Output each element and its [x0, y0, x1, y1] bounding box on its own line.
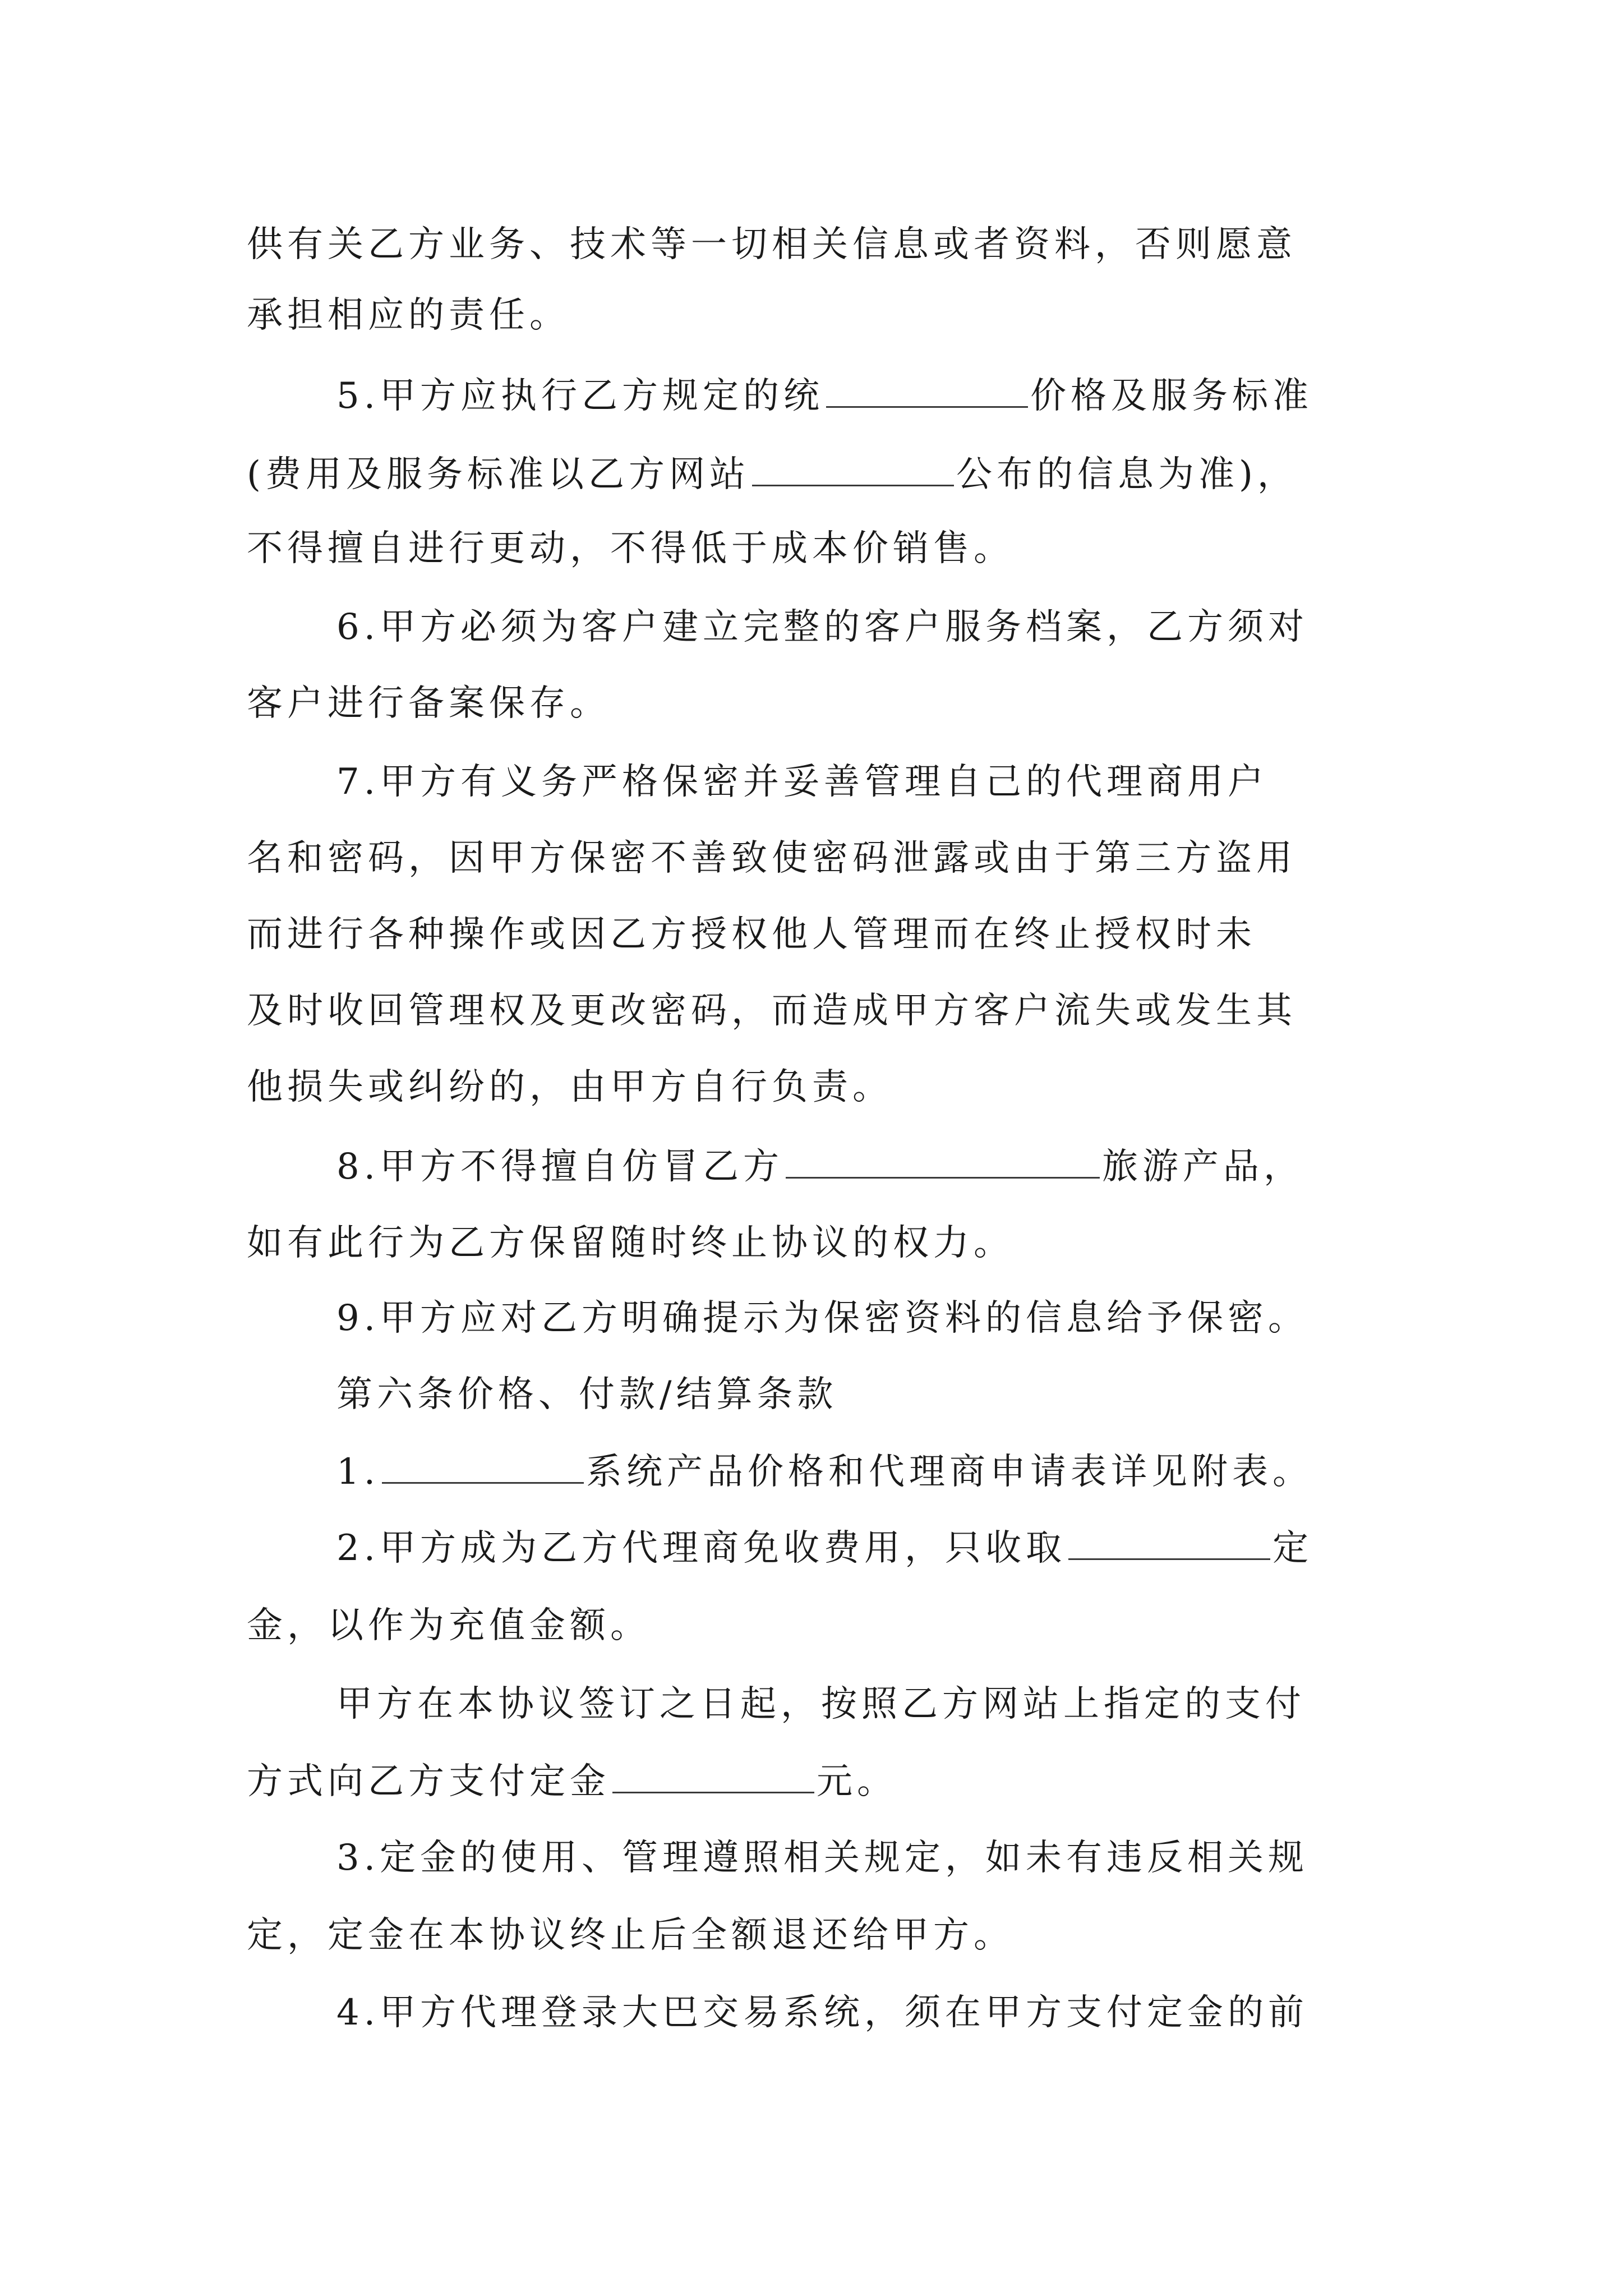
text-line: 定，定金在本协议终止后全额退还给甲方。: [247, 1915, 1014, 1956]
price-clause-text: 定: [1272, 1527, 1313, 1569]
price-clause-text: 1.: [336, 1451, 380, 1493]
deposit-line: [247, 1755, 1391, 1809]
text-line: 及时收回管理权及更改密码，而造成甲方客户流失或发生其: [247, 990, 1297, 1032]
text-line: 6.甲方必须为客户建立完整的客户服务档案，乙方须对: [336, 606, 1309, 648]
price-clause-text: 系统产品价格和代理商申请表详见附表。: [586, 1451, 1313, 1493]
text-line: 4.甲方代理登录大巴交易系统，须在甲方支付定金的前: [336, 1992, 1309, 2033]
deposit-text: 方式向乙方支付定金: [247, 1761, 610, 1802]
clause-5-text: 价格及服务标准: [1030, 375, 1313, 417]
text-line: 名和密码，因甲方保密不善致使密码泄露或由于第三方盗用: [247, 838, 1297, 879]
text-line: 3.定金的使用、管理遵照相关规定，如未有违反相关规: [336, 1837, 1309, 1879]
text-line: 而进行各种操作或因乙方授权他人管理而在终止授权时未: [247, 914, 1256, 955]
fill-blank[interactable]: [382, 1450, 584, 1484]
fill-blank[interactable]: [1068, 1526, 1270, 1560]
fill-blank[interactable]: [752, 452, 954, 486]
text-line: 甲方在本协议签订之日起，按照乙方网站上指定的支付: [336, 1683, 1306, 1725]
clause-5-text: 公布的信息为准)，: [956, 454, 1298, 495]
clause-8-line-1: [336, 1140, 1391, 1194]
text-line: 金，以作为充值金额。: [247, 1605, 651, 1646]
clause-5-line-2: [247, 448, 1391, 501]
price-clause-1: [336, 1445, 1391, 1499]
fill-blank[interactable]: [826, 374, 1028, 408]
clause-8-text: 旅游产品，: [1102, 1146, 1304, 1188]
clause-8-text: 8.甲方不得擅自仿冒乙方: [336, 1146, 784, 1188]
text-line: 9.甲方应对乙方明确提示为保密资料的信息给予保密。: [336, 1297, 1309, 1339]
text-line: 不得擅自进行更动，不得低于成本价销售。: [247, 528, 1014, 569]
price-clause-text: 2.甲方成为乙方代理商免收费用，只收取: [336, 1527, 1067, 1569]
text-line: 如有此行为乙方保留随时终止协议的权力。: [247, 1222, 1014, 1264]
text-line: 承担相应的责任。: [247, 295, 570, 336]
section-heading: 第六条价格、付款/结算条款: [336, 1374, 838, 1415]
price-clause-2: [336, 1521, 1391, 1575]
clause-5-text: 5.甲方应执行乙方规定的统: [336, 375, 824, 417]
clause-5-text: (费用及服务标准以乙方网站: [247, 454, 750, 495]
fill-blank[interactable]: [612, 1759, 814, 1793]
clause-5-line-1: [336, 369, 1391, 423]
text-line: 客户进行备案保存。: [247, 683, 610, 724]
text-line: 他损失或纠纷的，由甲方自行负责。: [247, 1066, 893, 1108]
text-line: 供有关乙方业务、技术等一切相关信息或者资料，否则愿意: [247, 224, 1297, 265]
deposit-text: 元。: [817, 1761, 897, 1802]
fill-blank[interactable]: [786, 1144, 1100, 1179]
text-line: 7.甲方有义务严格保密并妥善管理自己的代理商用户: [336, 761, 1269, 803]
